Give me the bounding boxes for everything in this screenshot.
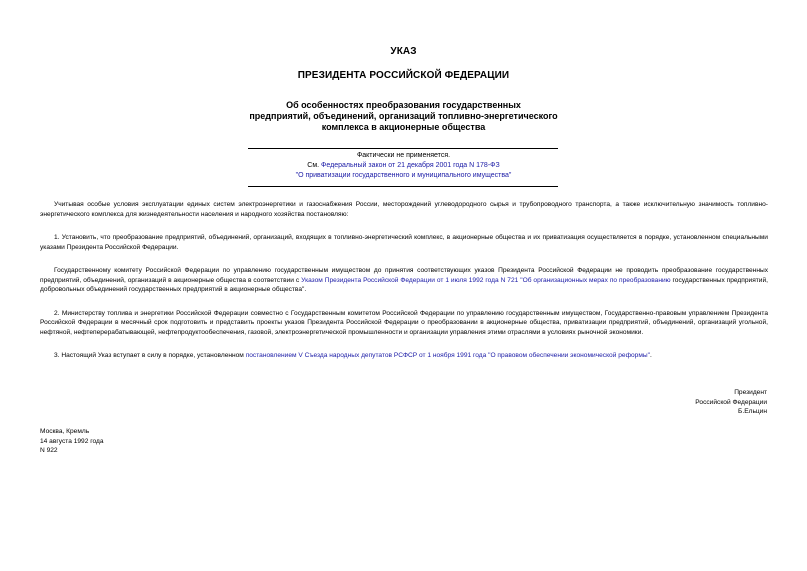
signature-country: Российской Федерации [695,398,767,406]
clause-3-paragraph: 3. Настоящий Указ вступает в силу в порядке, установленном постановлением V Съезда народных депутатов РСФСР от 1 ноября 1991 года "О правовом обеспечении экономической реформы". [54,352,652,359]
clause-2-paragraph: 2. Министерству топлива и энергетики Российской Федерации совместно с Государственным комитетом Российской Федерации по управлению государственным имуществом, Государственно-правовым управлением Президента Российской Федерации в месячный срок подготовить и представить проекты указов Президента Российской Федерации о преобразовании в акционерные общества, приватизации предприятий, объединений, организаций угольной, нефтяной, нефтеперерабатывающей, нефтепродуктообеспечения, газовой, электроэнергетической промышленности и организации управления этими отраслями в условиях рыночной экономики. [40,309,768,336]
reference-prefix: См. [307,162,322,169]
preamble-paragraph: Учитывая особые условия эксплуатации единых систем электроэнергетики и газоснабжения России, месторождений углеводородного сырья и трубопроводного транспорта, а также исключительную значимость топливно-энергетического комплекса для жизнедеятельности населения и народного хозяйства постановляю: [40,201,768,218]
decree-721-link[interactable]: Указом Президента Российской Федерации от 1 июля 1992 года N 721 "Об организационных мерах по преобразованию [301,276,671,284]
divider-bottom [248,186,558,187]
signature-title: Президент [734,389,767,396]
signing-place: Москва, Кремль [40,428,90,435]
congress-resolution-link[interactable]: постановлением V Съезда народных депутатов РСФСР от 1 ноября 1991 года "О правовом обеспечении экономической реформы" [245,352,650,359]
status-note-reference-title [0,171,807,181]
federal-law-title-link[interactable]: "О приватизации государственного и муниципального имущества" [295,172,512,179]
status-note [0,151,807,181]
subject-line: Об особенностях преобразования государственных [286,100,521,110]
federal-law-link[interactable]: Федеральный закон от 21 декабря 2001 года N 178-ФЗ [321,162,500,169]
status-note-reference [0,161,807,171]
subject-line: предприятий, объединений, организаций топливно-энергетического [249,111,558,121]
signature-block [695,388,767,417]
signature-name: Б.Ельцин [738,408,767,415]
status-note-text: Фактически не применяется. [356,152,451,159]
signing-date: 14 августа 1992 года [40,437,104,445]
document-number: N 922 [40,447,58,454]
divider-top [248,148,558,149]
document-type-title: УКАЗ [390,46,417,57]
document-body [40,200,768,375]
clause-1-continuation-paragraph: Государственному комитету Российской Федерации по управлению государственным имуществом до принятия соответствующих указов Президента Российской Федерации не проводить преобразование государственных предприятий, объединений, организаций в акционерные общества в соответствии с Указом Президента Российской Федерации от 1 июля 1992 года N 721 "Об организационных мерах по преобразованию государственных предприятий, добровольных объединений государственных предприятий в акционерные общества". [40,267,768,293]
place-date-block [40,427,104,456]
document-subject [0,100,807,133]
clause-1-paragraph: 1. Установить, что преобразование предприятий, объединений, организаций, входящих в топливно-энергетический комплекс, в акционерные общества и их приватизация осуществляется в порядке, установленном специальными указами Президента Российской Федерации. [40,234,768,251]
subject-line: комплекса в акционерные общества [321,122,486,132]
issuer-title: ПРЕЗИДЕНТА РОССИЙСКОЙ ФЕДЕРАЦИИ [297,70,510,81]
